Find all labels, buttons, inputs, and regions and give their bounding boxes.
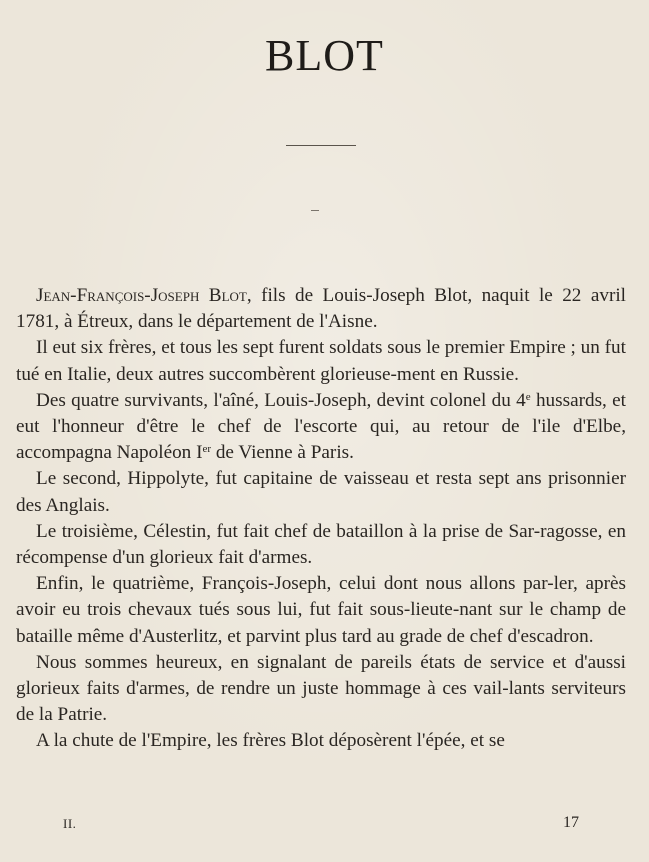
paragraph-8: A la chute de l'Empire, les frères Blot déposèrent l'épée, et se bbox=[36, 730, 505, 752]
paragraph-6: Enfin, le quatrième, François-Joseph, celui dont nous allons par-ler, après avoir eu trois chevaux tués sous lui, fut fait sous-lieute-nant sur le champ de bataille même d'Austerlitz, et parvint plus tard au grade de chef d'escadron. bbox=[16, 573, 626, 647]
paragraph-2: Il eut six frères, et tous les sept furent soldats sous le premier Empire ; un fut tué en Italie, deux autres succombèrent glorieuse-ment en Russie. bbox=[16, 337, 626, 385]
subject-name: Jean-François-Joseph Blot bbox=[36, 285, 247, 306]
paragraph-5: Le troisième, Célestin, fut fait chef de bataillon à la prise de Sar-ragosse, en récompense d'un glorieux fait d'armes. bbox=[16, 520, 626, 569]
signature-mark: II. bbox=[63, 816, 77, 831]
paragraph-4: Le second, Hippolyte, fut capitaine de vaisseau et resta sept ans prisonnier des Anglais. bbox=[16, 468, 626, 516]
ornament-dash bbox=[311, 210, 319, 211]
paragraph-7: Nous sommes heureux, en signalant de pareils états de service et d'aussi glorieux faits d'armes, de rendre un juste hommage à ces vail-lants serviteurs de la Patrie. bbox=[16, 651, 626, 726]
page-title: BLOT bbox=[265, 31, 384, 80]
body-text bbox=[16, 283, 626, 755]
paragraph-3: Des quatre survivants, l'aîné, Louis-Joseph, devint colonel du 4e hussards, et eut l'honneur d'être le chef de l'escorte qui, au retour de l'ile d'Elbe, accompagna Napoléon Ier de Vienne à Paris. bbox=[16, 389, 626, 464]
page-number: 17 bbox=[563, 814, 579, 831]
paragraph-1: Jean-François-Joseph Blot, fils de Louis-Joseph Blot, naquit le 22 avril 1781, à Étreux, dans le département de l'Aisne. bbox=[16, 285, 626, 333]
title-rule bbox=[286, 145, 356, 146]
